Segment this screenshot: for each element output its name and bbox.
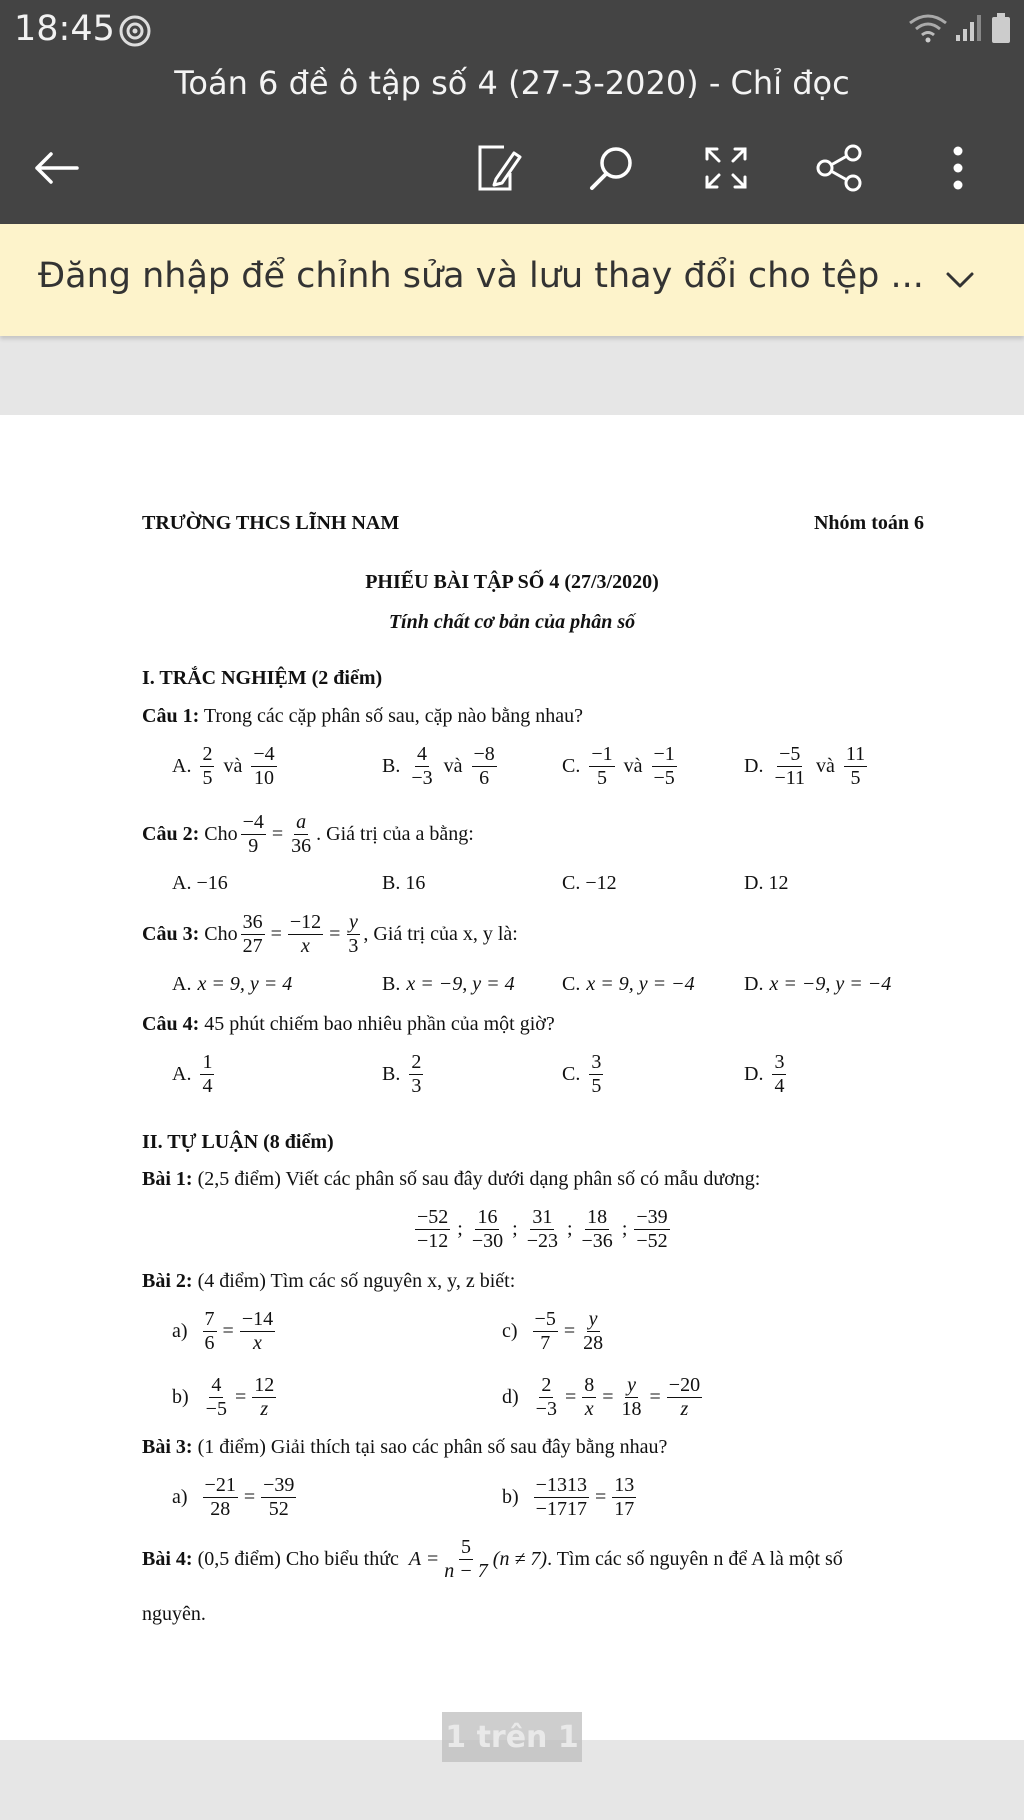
fraction: $\frac{2}{3}$ bbox=[411, 1051, 422, 1097]
status-icons bbox=[908, 12, 1012, 48]
q2-option-b[interactable]: B. 16 bbox=[382, 872, 426, 894]
page-indicator: 1 trên 1 bbox=[442, 1712, 582, 1762]
q1-option-d[interactable]: D. $\frac{-5}{-11}$ và $\frac{11}{5}$ bbox=[744, 743, 866, 789]
status-time: 18:45 bbox=[14, 9, 115, 49]
fraction: $\frac{-39}{-52}$ bbox=[636, 1206, 668, 1252]
fraction: $\frac{13}{17}$ bbox=[614, 1474, 635, 1520]
fraction: $\frac{-21}{28}$ bbox=[204, 1474, 236, 1520]
option-label: B. bbox=[382, 755, 401, 777]
signal-icon bbox=[954, 13, 984, 48]
wifi-icon bbox=[908, 13, 948, 48]
fraction: $\frac{-5}{7}$ bbox=[534, 1308, 556, 1354]
fullscreen-icon bbox=[703, 145, 749, 191]
q2-option-d[interactable]: D. 12 bbox=[744, 872, 789, 894]
fraction: $\frac{12}{z}$ bbox=[254, 1374, 275, 1420]
fraction: $\frac{36}{27}$ bbox=[242, 911, 263, 957]
share-button[interactable] bbox=[812, 140, 868, 196]
document-page bbox=[0, 415, 1024, 1740]
option-label: A. bbox=[172, 755, 192, 777]
exercise-2c: c) $\frac{-5}{7}$ = $\frac{y}{28}$ bbox=[502, 1308, 604, 1354]
fraction: $\frac{-20}{z}$ bbox=[668, 1374, 701, 1420]
section-multiple-choice: I. TRẮC NGHIỆM (2 điểm) bbox=[142, 667, 383, 689]
edit-button[interactable] bbox=[470, 140, 526, 196]
fraction: $\frac{y}{18}$ bbox=[621, 1374, 642, 1420]
app-header bbox=[0, 0, 1024, 224]
fraction: $\frac{-5}{-11}$ bbox=[774, 743, 805, 789]
question-2: Câu 2: Cho $\frac{-4}{9}$ = $\frac{a}{36}$ . Giá trị của a bằng: bbox=[142, 811, 474, 857]
search-icon bbox=[587, 143, 637, 193]
exercise-3a: a) $\frac{-21}{28}$ = $\frac{-39}{52}$ bbox=[172, 1474, 295, 1520]
fraction: $\frac{8}{x}$ bbox=[584, 1374, 595, 1420]
question-3: Câu 3: Cho $\frac{36}{27}$ = $\frac{-12}{x}$ = $\frac{y}{3}$ , Giá trị của x, y là: bbox=[142, 911, 518, 957]
q4-option-c[interactable]: C. $\frac{3}{5}$ bbox=[562, 1051, 602, 1097]
fraction: $\frac{-1313}{-1717}$ bbox=[535, 1474, 587, 1520]
q3-option-d[interactable]: D. x = −9, y = −4 bbox=[744, 973, 892, 995]
exercise-2a: a) $\frac{7}{6}$ = $\frac{-14}{x}$ bbox=[172, 1308, 274, 1354]
exercise-2: Bài 2: (4 điểm) Tìm các số nguyên x, y, z biết: bbox=[142, 1270, 516, 1292]
back-arrow-icon bbox=[31, 148, 81, 188]
q3-option-a[interactable]: A. x = 9, y = 4 bbox=[172, 973, 293, 995]
banner-text: Đăng nhập để chỉnh sửa và lưu thay đổi cho tệp ... bbox=[38, 256, 924, 296]
fraction: $\frac{4}{-3}$ bbox=[411, 743, 433, 789]
option-label: C. bbox=[562, 755, 581, 777]
question-4: Câu 4: 45 phút chiếm bao nhiêu phần của một giờ? bbox=[142, 1013, 555, 1035]
question-1 bbox=[142, 705, 583, 728]
exercise-2b: b) $\frac{4}{-5}$ = $\frac{12}{z}$ bbox=[172, 1374, 275, 1420]
fraction: $\frac{2}{-3}$ bbox=[535, 1374, 557, 1420]
fraction: $\frac{3}{5}$ bbox=[591, 1051, 602, 1097]
q1-text: Trong các cặp phân số sau, cặp nào bằng nhau? bbox=[203, 705, 584, 727]
option-label: D. bbox=[744, 755, 764, 777]
fraction: $\frac{-52}{-12}$ bbox=[417, 1206, 449, 1252]
fraction: $\frac{-8}{6}$ bbox=[473, 743, 495, 789]
fraction: $\frac{-14}{x}$ bbox=[241, 1308, 274, 1354]
q4-option-a[interactable]: A. $\frac{1}{4}$ bbox=[172, 1051, 213, 1097]
exercise-1: Bài 1: (2,5 điểm) Viết các phân số sau đây dưới dạng phân số có mẫu dương: bbox=[142, 1168, 761, 1190]
q4-option-b[interactable]: B. $\frac{2}{3}$ bbox=[382, 1051, 422, 1097]
worksheet-subtitle: Tính chất cơ bản của phân số bbox=[388, 611, 636, 633]
exercise-1-fractions: $\frac{-52}{-12}$ ; $\frac{16}{-30}$ ; $\frac{31}{-23}$ ; $\frac{18}{-36}$ ; $\frac{-39}{-52}$ bbox=[417, 1206, 668, 1252]
q4-option-d[interactable]: D. $\frac{3}{4}$ bbox=[744, 1051, 785, 1097]
fraction: $\frac{-4}{10}$ bbox=[253, 743, 275, 789]
fraction: $\frac{4}{-5}$ bbox=[205, 1374, 227, 1420]
fraction: $\frac{-1}{5}$ bbox=[591, 743, 613, 789]
fraction: $\frac{-1}{-5}$ bbox=[653, 743, 675, 789]
q1-option-a[interactable]: A. $\frac{2}{5}$ và $\frac{-4}{10}$ bbox=[172, 743, 275, 789]
battery-icon bbox=[990, 12, 1012, 49]
q3-label: Câu 3: bbox=[142, 923, 200, 945]
q3-option-c[interactable]: C. x = 9, y = −4 bbox=[562, 973, 695, 995]
sign-in-banner[interactable] bbox=[0, 224, 1024, 336]
q2-label: Câu 2: bbox=[142, 823, 200, 845]
share-icon bbox=[815, 143, 865, 193]
more-options-button[interactable] bbox=[930, 140, 986, 196]
fraction: $\frac{-4}{9}$ bbox=[242, 811, 264, 857]
q1-label: Câu 1: bbox=[142, 705, 200, 727]
fraction: $\frac{11}{5}$ bbox=[845, 743, 866, 789]
fraction: $\frac{-39}{52}$ bbox=[263, 1474, 295, 1520]
fraction: $\frac{-12}{x}$ bbox=[289, 911, 322, 957]
section-essay: II. TỰ LUẬN (8 điểm) bbox=[142, 1131, 334, 1153]
edit-icon bbox=[474, 143, 522, 193]
fraction: $\frac{16}{-30}$ bbox=[471, 1206, 504, 1252]
q3-option-b[interactable]: B. x = −9, y = 4 bbox=[382, 973, 515, 995]
exercise-4: Bài 4: (0,5 điểm) Cho biểu thức A = $\frac{5}{n - 7}$ (n ≠ 7) . Tìm các số nguyên n để A là một số bbox=[142, 1536, 843, 1582]
exercise-3: Bài 3: (1 điểm) Giải thích tại sao các phân số sau đây bằng nhau? bbox=[142, 1436, 668, 1458]
fraction: $\frac{7}{6}$ bbox=[204, 1308, 215, 1354]
exercise-3b: b) $\frac{-1313}{-1717}$ = $\frac{13}{17}$ bbox=[502, 1474, 635, 1520]
fraction: $\frac{31}{-23}$ bbox=[526, 1206, 558, 1252]
exercise-2d: d) $\frac{2}{-3}$ = $\frac{8}{x}$ = $\frac{y}{18}$ = $\frac{-20}{z}$ bbox=[502, 1374, 701, 1420]
settings-circle-icon bbox=[118, 14, 152, 48]
school-name: TRƯỜNG THCS LĨNH NAM bbox=[142, 512, 400, 534]
fraction: $\frac{1}{4}$ bbox=[202, 1051, 213, 1097]
fullscreen-button[interactable] bbox=[698, 140, 754, 196]
q1-option-b[interactable]: B. $\frac{4}{-3}$ và $\frac{-8}{6}$ bbox=[382, 743, 495, 789]
fraction: $\frac{18}{-36}$ bbox=[581, 1206, 613, 1252]
worksheet-title: PHIẾU BÀI TẬP SỐ 4 (27/3/2020) bbox=[365, 571, 659, 593]
back-button[interactable] bbox=[28, 140, 84, 196]
fraction: $\frac{y}{28}$ bbox=[583, 1308, 604, 1354]
chevron-down-icon[interactable] bbox=[940, 260, 980, 300]
fraction: $\frac{3}{4}$ bbox=[774, 1051, 785, 1097]
group-name: Nhóm toán 6 bbox=[813, 512, 924, 534]
more-icon bbox=[948, 145, 968, 191]
q4-label: Câu 4: bbox=[142, 1013, 200, 1035]
fraction: $\frac{5}{n - 7}$ bbox=[444, 1536, 488, 1582]
exercise-4-continued: nguyên. bbox=[142, 1603, 206, 1625]
q2-option-a[interactable]: A. −16 bbox=[172, 872, 228, 894]
fraction: $\frac{y}{3}$ bbox=[348, 911, 359, 957]
document-title: Toán 6 đề ô tập số 4 (27-3-2020) - Chỉ đọc bbox=[174, 64, 850, 102]
q1-option-c[interactable]: C. $\frac{-1}{5}$ và $\frac{-1}{-5}$ bbox=[562, 743, 675, 789]
q2-option-c[interactable]: C. −12 bbox=[562, 872, 617, 894]
fraction: $\frac{2}{5}$ bbox=[202, 743, 213, 789]
search-button[interactable] bbox=[584, 140, 640, 196]
fraction: $\frac{a}{36}$ bbox=[291, 811, 312, 857]
status-bar bbox=[0, 0, 1024, 62]
